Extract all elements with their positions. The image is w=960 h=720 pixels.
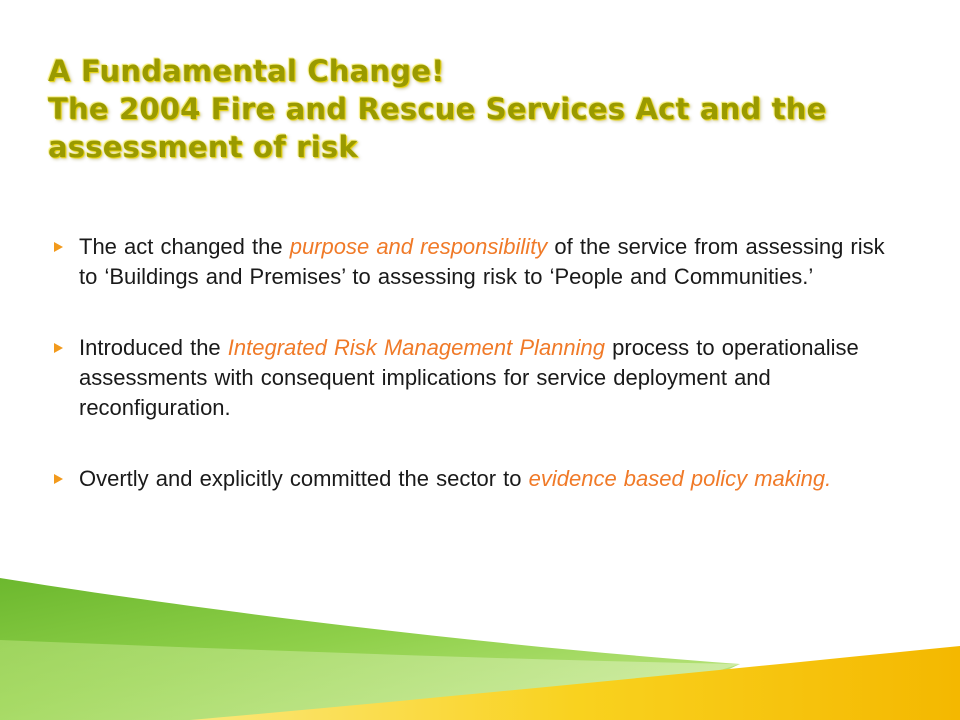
- title-line-3: assessment of risk: [48, 130, 358, 164]
- bullet-highlight: evidence based policy making.: [528, 466, 832, 491]
- bullet-text: process to operationalise assessments with consequent implications for service deployment and reconfiguration.: [79, 335, 859, 420]
- bullet-text: The act changed the: [79, 234, 290, 259]
- bullet-text: Overtly and explicitly committed the sector to: [79, 466, 529, 491]
- bullet-text: of the service from assessing risk to ‘Buildings and Premises’ to assessing risk to ‘People and Communities.’: [79, 234, 885, 289]
- bullet-text: Introduced the: [79, 335, 228, 360]
- title-line-2: The 2004 Fire and Rescue Services Act and the: [48, 92, 827, 126]
- bullet-highlight: purpose and responsibility: [289, 234, 548, 259]
- title-line-1: A Fundamental Change!: [48, 54, 445, 88]
- bullet-highlight: Integrated Risk Management Planning: [227, 335, 606, 360]
